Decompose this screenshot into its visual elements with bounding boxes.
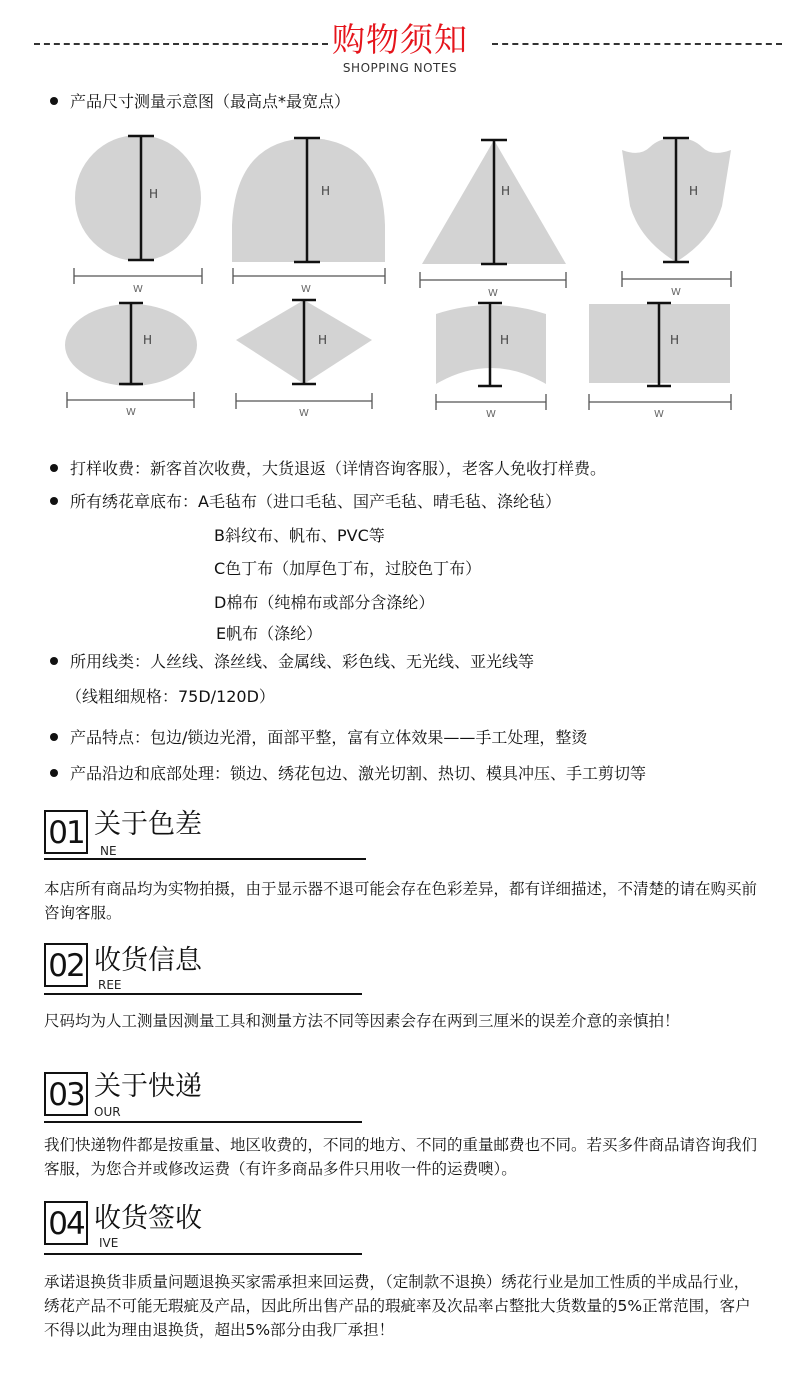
- h-label: H: [149, 187, 159, 201]
- h-label: H: [318, 333, 328, 347]
- section-title-01: 关于色差: [94, 809, 202, 840]
- section-sub-04: IVE: [99, 1236, 119, 1250]
- h-label: H: [689, 184, 699, 198]
- w-label: W: [488, 288, 498, 299]
- section-sub-03: OUR: [94, 1105, 121, 1119]
- bullet-threads: 所用线类：人丝线、涤丝线、金属线、彩色线、无光线、亚光线等: [50, 651, 534, 673]
- measure-diagram: [0, 120, 800, 430]
- section-sub-01: NE: [100, 844, 117, 858]
- section-title-04: 收货签收: [94, 1203, 202, 1234]
- h-label: H: [143, 333, 153, 347]
- w-label: W: [654, 409, 664, 420]
- measure-heading: 产品尺寸测量示意图（最高点*最宽点）: [50, 91, 350, 113]
- section-text-04: 承诺退换货非质量问题退换买家需承担来回运费，（定制款不退换）绣花行业是加工性质的半成品行业，绣花产品不可能无瑕疵及产品，因此所出售产品的瑕疵率及次品率占整批大货数量的5%正常范围，客户不得以此为理由退换货，超出5%部分由我厂承担！: [44, 1273, 751, 1339]
- w-label: W: [133, 284, 143, 295]
- shape-dome: [232, 138, 385, 262]
- thread-spec: （线粗细规格：75D/120D）: [66, 687, 275, 706]
- w-label: W: [126, 407, 136, 418]
- h-label: H: [670, 333, 680, 347]
- w-label: W: [486, 409, 496, 420]
- fabric-line-b: B斜纹布、帆布、PVC等: [214, 526, 385, 545]
- bullet-base-fabric: 所有绣花章底布：A毛毡布（进口毛毡、国产毛毡、晴毛毡、涤纶毡）: [50, 491, 561, 513]
- section-number-01: 01: [44, 810, 88, 854]
- section-number-04: 04: [44, 1201, 88, 1245]
- w-label: W: [301, 284, 311, 295]
- bullet-dot: [50, 464, 58, 472]
- page-title: 购物须知: [332, 20, 468, 59]
- section-title-03: 关于快递: [94, 1071, 202, 1102]
- section-rule-02: [44, 993, 362, 995]
- section-text-01: 本店所有商品均为实物拍摄，由于显示器不退可能会存在色彩差异，都有详细描述，不清楚的请在购买前咨询客服。: [44, 880, 758, 922]
- w-label: W: [299, 408, 309, 419]
- shape-circle: [75, 135, 201, 261]
- page-subtitle: SHOPPING NOTES: [342, 61, 458, 75]
- w-label: W: [671, 287, 681, 298]
- section-rule-04: [44, 1253, 362, 1255]
- bullet-features: 产品特点：包边/锁边光滑，面部平整，富有立体效果——手工处理，整烫: [50, 727, 587, 749]
- bullet-dot: [50, 497, 58, 505]
- section-number-02: 02: [44, 943, 88, 987]
- fabric-line-c: C色丁布（加厚色丁布，过胶色丁布）: [214, 559, 482, 578]
- section-rule-03: [44, 1121, 362, 1123]
- fabric-line-d: D棉布（纯棉布或部分含涤纶）: [214, 593, 435, 612]
- section-text-03: 我们快递物件都是按重量、地区收费的，不同的地方、不同的重量邮费也不同。若买多件商品请咨询我们客服，为您合并或修改运费（有许多商品多件只用收一件的运费噢）。: [44, 1136, 758, 1178]
- bullet-edge: 产品沿边和底部处理：锁边、绣花包边、激光切割、热切、模具冲压、手工剪切等: [50, 763, 646, 785]
- section-number-03: 03: [44, 1072, 88, 1116]
- h-label: H: [321, 184, 331, 198]
- section-sub-02: REE: [98, 978, 122, 992]
- section-rule-01: [44, 858, 366, 860]
- bullet-dot: [50, 97, 58, 105]
- shape-fills: [65, 135, 731, 386]
- bullet-dot: [50, 769, 58, 777]
- fabric-line-e: E帆布（涤纶）: [216, 624, 323, 643]
- bullet-dot: [50, 733, 58, 741]
- h-label: H: [501, 184, 511, 198]
- bullet-dot: [50, 657, 58, 665]
- section-text-02: 尺码均为人工测量因测量工具和测量方法不同等因素会存在两到三厘米的误差介意的亲慎拍！: [44, 1012, 680, 1030]
- h-label: H: [500, 333, 510, 347]
- section-title-02: 收货信息: [94, 945, 202, 976]
- bullet-sample-fee: 打样收费：新客首次收费，大货退返（详情咨询客服），老客人免收打样费。: [50, 458, 606, 480]
